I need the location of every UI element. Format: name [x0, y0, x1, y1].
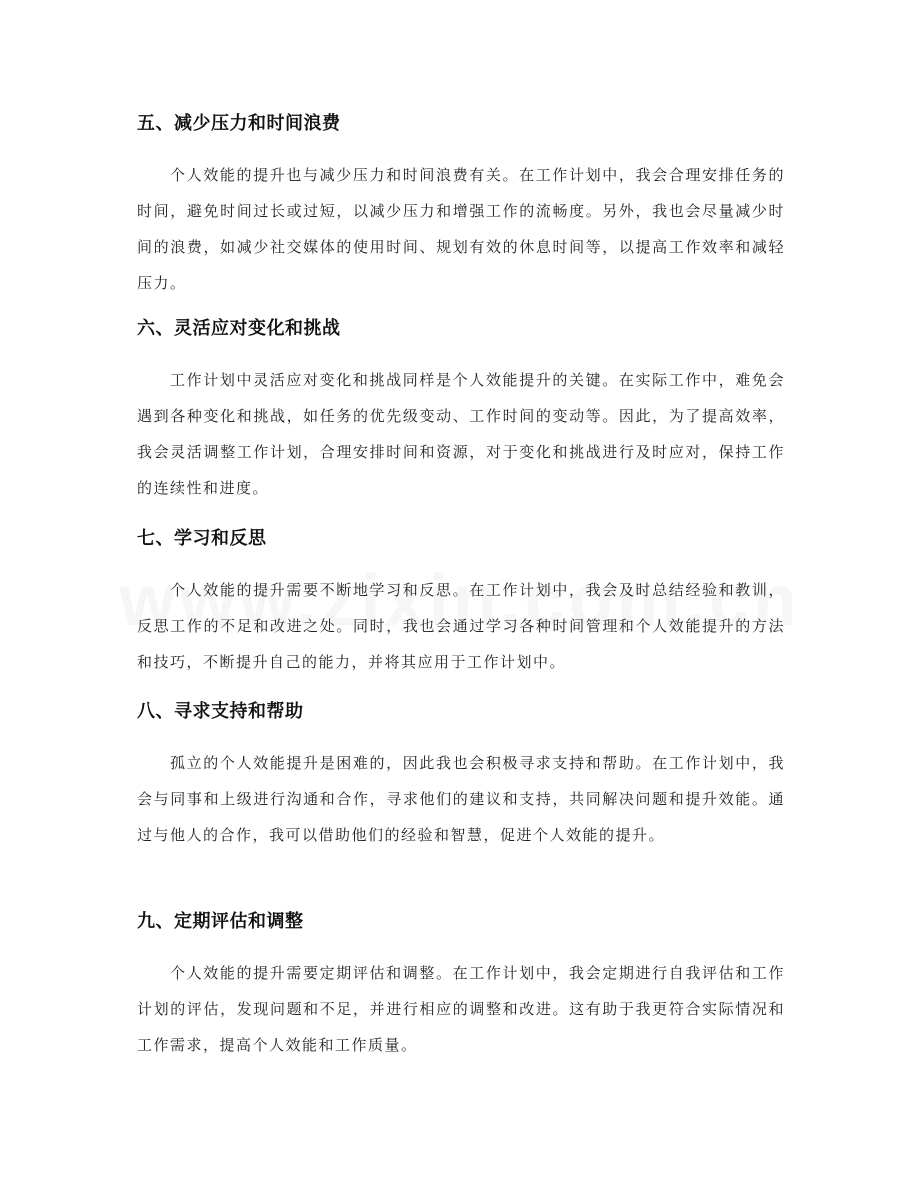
- section-paragraph: 工作计划中灵活应对变化和挑战同样是个人效能提升的关键。在实际工作中，难免会遇到各种变化和挑战，如任务的优先级变动、工作时间的变动等。因此，为了提高效率，我会灵活调整工作计划，合理安排时间和资源，对于变化和挑战进行及时应对，保持工作的连续性和进度。: [137, 371, 785, 497]
- section-7: [137, 527, 785, 680]
- section-heading: 八、寻求支持和帮助: [137, 701, 304, 722]
- section-heading: 六、灵活应对变化和挑战: [137, 318, 341, 339]
- section-paragraph: 个人效能的提升也与减少压力和时间浪费有关。在工作计划中，我会合理安排任务的时间，避免时间过长或过短，以减少压力和增强工作的流畅度。另外，我也会尽量减少时间的浪费，如减少社交媒体的使用时间、规划有效的休息时间等，以提高工作效率和减轻压力。: [137, 166, 785, 292]
- section-heading: 七、学习和反思: [137, 528, 267, 549]
- section-heading: 九、定期评估和调整: [137, 911, 304, 932]
- section-heading: 五、减少压力和时间浪费: [137, 113, 341, 134]
- section-paragraph: 个人效能的提升需要定期评估和调整。在工作计划中，我会定期进行自我评估和工作计划的评估，发现问题和不足，并进行相应的调整和改进。这有助于我更符合实际情况和工作需求，提高个人效能和工作质量。: [137, 964, 785, 1054]
- section-paragraph: 个人效能的提升需要不断地学习和反思。在工作计划中，我会及时总结经验和教训，反思工作的不足和改进之处。同时，我也会通过学习各种时间管理和个人效能提升的方法和技巧，不断提升自己的能力，并将其应用于工作计划中。: [137, 581, 785, 671]
- section-5: [137, 112, 785, 301]
- section-9: [137, 910, 785, 1063]
- section-6: [137, 317, 785, 506]
- section-8: [137, 700, 785, 853]
- section-paragraph: 孤立的个人效能提升是困难的，因此我也会积极寻求支持和帮助。在工作计划中，我会与同事和上级进行沟通和合作，寻求他们的建议和支持，共同解决问题和提升效能。通过与他人的合作，我可以借助他们的经验和智慧，促进个人效能的提升。: [137, 754, 785, 844]
